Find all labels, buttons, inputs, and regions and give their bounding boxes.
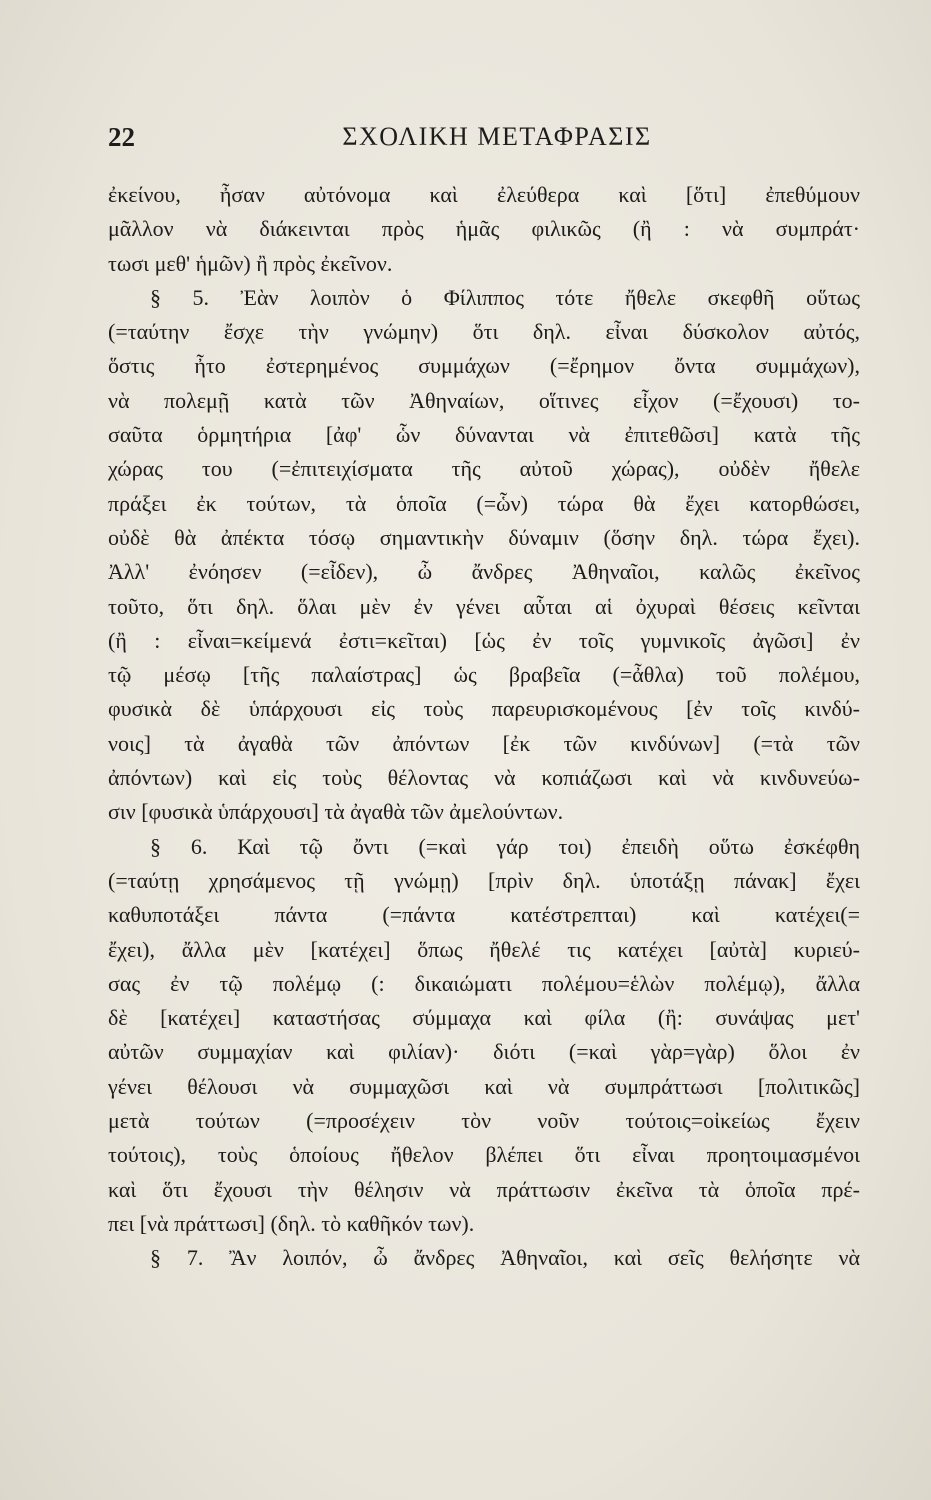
page-header [108,122,886,162]
text-line: καὶ ὅτι ἔχουσι τὴν θέλησιν νὰ πράττωσιν ἐκεῖνα τὰ ὁποῖα πρέ- [108,1176,860,1202]
text-line: τοῦτο, ὅτι δηλ. ὅλαι μὲν ἐν γένει αὗται αἱ ὀχυραὶ θέσεις κεῖνται [108,593,860,619]
text-line: σιν [φυσικὰ ὑπάρχουσι] τὰ ἀγαθὰ τῶν ἀμελούντων. [108,799,564,825]
running-title: ΣΧΟΛΙΚΗ ΜΕΤΑΦΡΑΣΙΣ [342,122,652,151]
body-text [108,178,860,1276]
text-line: μετὰ τούτων (=προσέχειν τὸν νοῦν τούτοις=οἰκείως ἔχειν [108,1108,860,1134]
text-line: νοις] τὰ ἀγαθὰ τῶν ἀπόντων [ἐκ τῶν κινδύνων] (=τὰ τῶν [108,730,860,756]
page-number: 22 [108,122,135,152]
text-line: νὰ πολεμῇ κατὰ τῶν Ἀθηναίων, οἵτινες εἶχον (=ἔχουσι) το- [108,387,860,413]
text-line: τούτοις), τοὺς ὁποίους ἤθελον βλέπει ὅτι εἶναι προητοιμασμένοι [108,1142,860,1168]
text-line: (ἢ : εἶναι=κείμενά ἐστι=κεῖται) [ὡς ἐν τοῖς γυμνικοῖς ἀγῶσι] ἐν [108,627,860,653]
text-line: (=ταύτην ἔσχε τὴν γνώμην) ὅτι δηλ. εἶναι δύσκολον αὐτός, [108,319,860,345]
text-line: οὐδὲ θὰ ἀπέκτα τόσῳ σημαντικὴν δύναμιν (ὅσην δηλ. τώρα ἔχει). [108,524,860,550]
section-7-start: § 7. Ἂν λοιπόν, ὦ ἄνδρες Ἀθηναῖοι, καὶ σεῖς θελήσητε νὰ [150,1245,860,1271]
text-line: δὲ [κατέχει] καταστήσας σύμμαχα καὶ φίλα (ἢ: συνάψας μετ' [108,1005,860,1031]
text-line: μᾶλλον νὰ διάκεινται πρὸς ἡμᾶς φιλικῶς (ἢ : νὰ συμπράτ· [108,216,860,242]
text-line: καθυποτάξει πάντα (=πάντα κατέστρεπται) καὶ κατέχει(= [108,902,860,928]
section-5-start: § 5. Ἐὰν λοιπὸν ὁ Φίλιππος τότε ἤθελε σκεφθῆ οὕτως [150,284,860,310]
section-6-start: § 6. Καὶ τῷ ὄντι (=καὶ γάρ τοι) ἐπειδὴ οὕτω ἐσκέφθη [150,833,860,859]
text-line: τῷ μέσῳ [τῆς παλαίστρας] ὡς βραβεῖα (=ἆθλα) τοῦ πολέμου, [108,662,860,688]
text-line: πει [νὰ πράττωσι] (δηλ. τὸ καθῆκόν των). [108,1210,475,1236]
text-line: ὅστις ἦτο ἐστερημένος συμμάχων (=ἔρημον ὄντα συμμάχων), [108,353,860,379]
text-line: φυσικὰ δὲ ὑπάρχουσι εἰς τοὺς παρευρισκομένους [ἐν τοῖς κινδύ- [108,696,860,722]
text-line: πράξει ἐκ τούτων, τὰ ὁποῖα (=ὧν) τώρα θὰ ἔχει κατορθώσει, [108,490,860,516]
text-line: χώρας του (=ἐπιτειχίσματα τῆς αὐτοῦ χώρας), οὐδὲν ἤθελε [108,456,860,482]
text-line: γένει θέλουσι νὰ συμμαχῶσι καὶ νὰ συμπράττωσι [πολιτικῶς] [108,1073,860,1099]
text-line: (=ταύτῃ χρησάμενος τῇ γνώμῃ) [πρὶν δηλ. ὑποτάξῃ πάνακ] ἔχει [108,867,860,893]
text-line: σαῦτα ὁρμητήρια [ἀφ' ὧν δύνανται νὰ ἐπιτεθῶσι] κατὰ τῆς [108,422,860,448]
text-line: σας ἐν τῷ πολέμῳ (: δικαιώματι πολέμου=ἑλὼν πολέμῳ), ἄλλα [108,970,860,996]
text-line: ἐκείνου, ἦσαν αὐτόνομα καὶ ἐλεύθερα καὶ [ὅτι] ἐπεθύμουν [108,182,860,207]
text-line: ἔχει), ἄλλα μὲν [κατέχει] ὅπως ἤθελέ τις κατέχει [αὐτὰ] κυριεύ- [108,936,860,962]
text-line: τωσι μεθ' ἡμῶν) ἢ πρὸς ἐκεῖνον. [108,250,393,276]
text-line: ἀπόντων) καὶ εἰς τοὺς θέλοντας νὰ κοπιάζωσι καὶ νὰ κινδυνεύω- [108,765,860,791]
text-line: αὐτῶν συμμαχίαν καὶ φιλίαν)· διότι (=καὶ γὰρ=γὰρ) ὅλοι ἐν [108,1039,860,1065]
text-line: Ἀλλ' ἐνόησεν (=εἶδεν), ὦ ἄνδρες Ἀθηναῖοι, καλῶς ἐκεῖνος [108,559,860,585]
